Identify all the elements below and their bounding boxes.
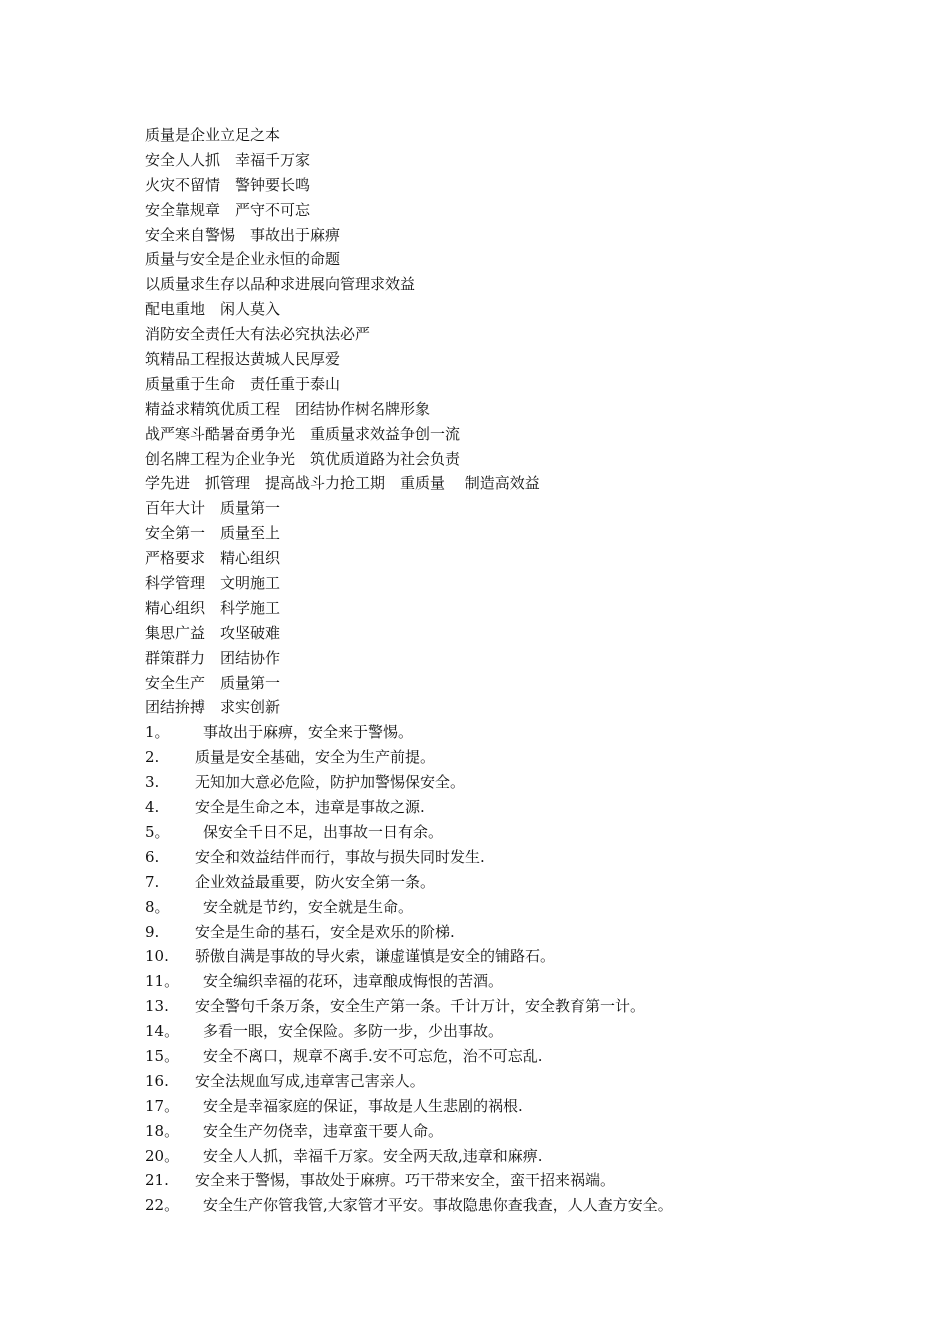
item-number: 4. (145, 798, 160, 817)
slogan-line: 战严寒斗酷暑奋勇争光 重质量求效益争创一流 (145, 424, 461, 443)
item-number: 9. (145, 922, 160, 941)
numbered-item (145, 870, 905, 895)
slogan-line: 群策群力 团结协作 (145, 648, 281, 667)
item-number: 8。 (145, 897, 170, 916)
numbered-item (145, 1044, 905, 1069)
numbered-item (145, 1119, 905, 1144)
item-number: 7. (145, 872, 160, 891)
numbered-item (145, 994, 905, 1019)
slogan-line: 消防安全责任大有法必究执法必严 (145, 325, 371, 344)
item-number: 11。 (145, 972, 180, 991)
item-text: 安全是幸福家庭的保证，事故是人生悲剧的祸根. (203, 1096, 523, 1115)
item-text: 安全编织幸福的花环，违章酿成悔恨的苦酒。 (203, 972, 504, 991)
slogan-line: 集思广益 攻坚破难 (145, 623, 281, 642)
item-number: 2. (145, 748, 160, 767)
slogan-line: 学先进 抓管理 提高战斗力抢工期 重质量 制造高效益 (145, 474, 540, 493)
document-body (145, 123, 905, 1218)
item-text: 安全是生命的基石，安全是欢乐的阶梯. (195, 922, 455, 941)
slogan-line: 团结拚搏 求实创新 (145, 698, 281, 717)
item-number: 3. (145, 773, 160, 792)
item-number: 21. (145, 1171, 169, 1190)
item-number: 20。 (145, 1146, 180, 1165)
item-text: 安全法规血写成,违章害己害亲人。 (195, 1071, 425, 1090)
item-text: 安全生产勿侥幸，违章蛮干要人命。 (203, 1121, 444, 1140)
item-number: 5。 (145, 822, 170, 841)
slogan-line: 配电重地 闲人莫入 (145, 300, 281, 319)
item-text: 事故出于麻痹，安全来于警惕。 (203, 723, 414, 742)
item-text: 骄傲自满是事故的导火索，谦虚谨慎是安全的铺路石。 (195, 947, 556, 966)
numbered-slogan-list (145, 720, 905, 1218)
item-text: 安全生产你管我管,大家管才平安。事故隐患你查我查，人人查方安全。 (203, 1196, 673, 1215)
item-text: 安全就是节约，安全就是生命。 (203, 897, 414, 916)
slogan-line: 安全人人抓 幸福千万家 (145, 150, 311, 169)
numbered-item (145, 770, 905, 795)
numbered-item (145, 1168, 905, 1193)
slogan-line: 以质量求生存以品种求进展向管理求效益 (145, 275, 416, 294)
slogan-line: 严格要求 精心组织 (145, 549, 281, 568)
item-number: 15。 (145, 1046, 180, 1065)
numbered-item (145, 969, 905, 994)
slogan-line: 百年大计 质量第一 (145, 499, 281, 518)
item-text: 无知加大意必危险，防护加警惕保安全。 (195, 773, 466, 792)
item-number: 6. (145, 847, 160, 866)
slogan-line: 质量是企业立足之本 (145, 126, 281, 144)
item-number: 18。 (145, 1121, 180, 1140)
item-text: 安全人人抓，幸福千万家。安全两天敌,违章和麻痹. (203, 1146, 543, 1165)
numbered-item (145, 1019, 905, 1044)
slogan-line: 科学管理 文明施工 (145, 574, 281, 593)
item-number: 13. (145, 997, 169, 1016)
numbered-item (145, 1094, 905, 1119)
item-text: 安全是生命之本，违章是事故之源. (195, 798, 425, 817)
slogan-line: 精心组织 科学施工 (145, 598, 281, 617)
slogan-line: 筑精品工程报达黄城人民厚爱 (145, 350, 341, 369)
item-text: 质量是安全基础，安全为生产前提。 (195, 748, 436, 767)
item-number: 14。 (145, 1022, 180, 1041)
item-number: 10. (145, 947, 169, 966)
slogan-line: 安全生产 质量第一 (145, 673, 281, 692)
item-text: 安全不离口，规章不离手.安不可忘危，治不可忘乱. (203, 1046, 543, 1065)
numbered-item (145, 1144, 905, 1169)
numbered-item (145, 820, 905, 845)
item-number: 22。 (145, 1196, 180, 1215)
slogan-line: 精益求精筑优质工程 团结协作树名牌形象 (145, 399, 431, 418)
numbered-item (145, 795, 905, 820)
numbered-item (145, 1069, 905, 1094)
numbered-item (145, 1193, 905, 1218)
numbered-item (145, 720, 905, 745)
slogan-list (145, 123, 905, 720)
slogan-line: 质量与安全是企业永恒的命题 (145, 250, 341, 269)
numbered-item (145, 920, 905, 945)
item-text: 安全警句千条万条，安全生产第一条。千计万计，安全教育第一计。 (195, 997, 646, 1016)
numbered-item (145, 745, 905, 770)
item-number: 16. (145, 1071, 169, 1090)
item-text: 多看一眼，安全保险。多防一步，少出事故。 (203, 1022, 504, 1041)
slogan-line: 火灾不留情 警钟要长鸣 (145, 175, 311, 194)
item-text: 安全和效益结伴而行，事故与损失同时发生. (195, 847, 485, 866)
item-number: 17。 (145, 1096, 180, 1115)
slogan-line: 安全第一 质量至上 (145, 524, 281, 543)
numbered-item (145, 895, 905, 920)
item-text: 保安全千日不足，出事故一日有余。 (203, 822, 444, 841)
slogan-line: 安全来自警惕 事故出于麻痹 (145, 225, 341, 244)
numbered-item (145, 944, 905, 969)
item-number: 1。 (145, 723, 170, 742)
slogan-line: 安全靠规章 严守不可忘 (145, 200, 311, 219)
item-text: 安全来于警惕，事故处于麻痹。巧干带来安全，蛮干招来祸端。 (195, 1171, 616, 1190)
item-text: 企业效益最重要，防火安全第一条。 (195, 872, 436, 891)
slogan-line: 质量重于生命 责任重于泰山 (145, 374, 341, 393)
slogan-line: 创名牌工程为企业争光 筑优质道路为社会负责 (145, 449, 461, 468)
numbered-item (145, 845, 905, 870)
